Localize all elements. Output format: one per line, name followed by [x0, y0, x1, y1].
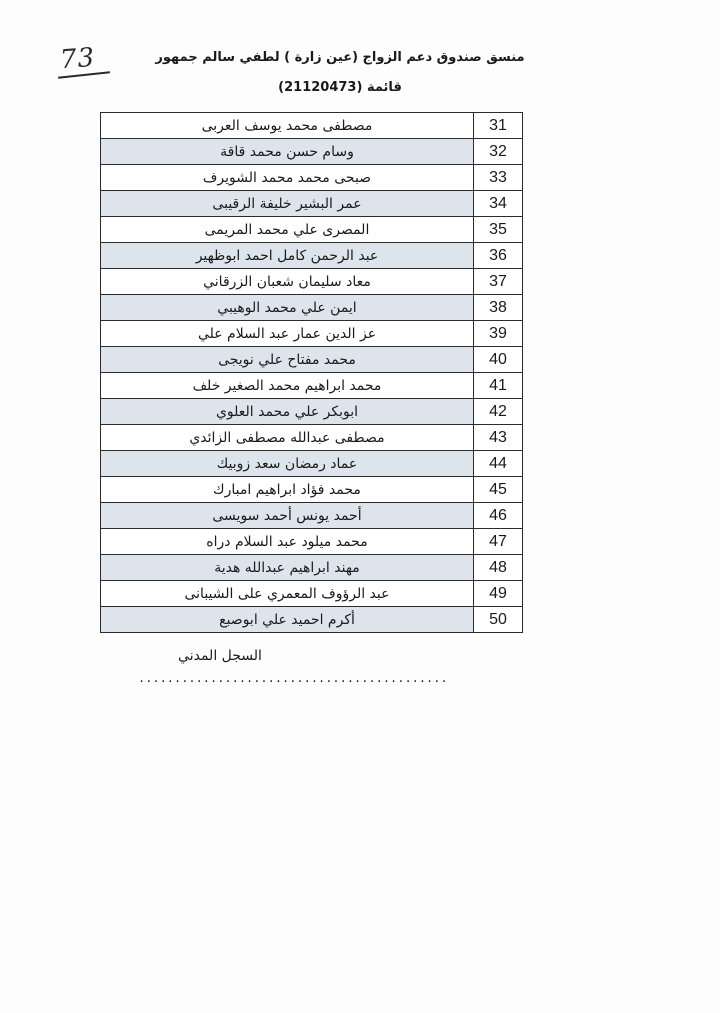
row-number-cell: 33 [474, 165, 523, 191]
person-name-cell: أكرم احميد علي ابوصبع [101, 607, 474, 633]
row-number-cell: 39 [474, 321, 523, 347]
table-row [101, 555, 523, 581]
row-number-cell: 32 [474, 139, 523, 165]
row-number-cell: 48 [474, 555, 523, 581]
person-name-cell: أحمد يونس أحمد سويسى [101, 503, 474, 529]
person-name-cell: صبحى محمد محمد الشويرف [101, 165, 474, 191]
row-number-cell: 50 [474, 607, 523, 633]
person-name-cell: ايمن علي محمد الوهيبي [101, 295, 474, 321]
row-number-cell: 42 [474, 399, 523, 425]
names-table [100, 112, 523, 633]
table-row [101, 165, 523, 191]
row-number-cell: 45 [474, 477, 523, 503]
row-number-cell: 35 [474, 217, 523, 243]
table-row [101, 399, 523, 425]
table-row [101, 243, 523, 269]
signature-dotted-line: ........................................... [138, 672, 448, 686]
table-row [101, 581, 523, 607]
row-number-cell: 36 [474, 243, 523, 269]
person-name-cell: المصرى علي محمد المريمى [101, 217, 474, 243]
person-name-cell: مهند ابراهيم عبدالله هدية [101, 555, 474, 581]
person-name-cell: مصطفى محمد يوسف العربى [101, 113, 474, 139]
table-row [101, 529, 523, 555]
person-name-cell: عز الدين عمار عبد السلام علي [101, 321, 474, 347]
person-name-cell: عماد رمضان سعد زوبيك [101, 451, 474, 477]
row-number-cell: 37 [474, 269, 523, 295]
table-row [101, 191, 523, 217]
person-name-cell: عبد الرحمن كامل احمد ابوظهير [101, 243, 474, 269]
table-row [101, 451, 523, 477]
table-row [101, 113, 523, 139]
row-number-cell: 43 [474, 425, 523, 451]
row-number-cell: 49 [474, 581, 523, 607]
document-title: منسق صندوق دعم الزواج (عين زارة ) لطفي سالم جمهور [155, 50, 525, 65]
table-row [101, 347, 523, 373]
table-row [101, 217, 523, 243]
person-name-cell: محمد ابراهيم محمد الصغير خلف [101, 373, 474, 399]
table-row [101, 269, 523, 295]
table-row [101, 425, 523, 451]
row-number-cell: 44 [474, 451, 523, 477]
table-row [101, 373, 523, 399]
person-name-cell: عبد الرؤوف المعمري على الشيبانى [101, 581, 474, 607]
row-number-cell: 47 [474, 529, 523, 555]
row-number-cell: 38 [474, 295, 523, 321]
table-row [101, 477, 523, 503]
handwritten-page-number: 73 [58, 42, 97, 76]
person-name-cell: وسام حسن محمد قاقة [101, 139, 474, 165]
person-name-cell: مصطفى عبدالله مصطفى الزائدي [101, 425, 474, 451]
table-row [101, 295, 523, 321]
person-name-cell: محمد فؤاد ابراهيم امبارك [101, 477, 474, 503]
list-number: قائمة (21120473) [278, 80, 402, 95]
person-name-cell: معاد سليمان شعبان الزرقاني [101, 269, 474, 295]
table-row [101, 607, 523, 633]
row-number-cell: 46 [474, 503, 523, 529]
row-number-cell: 40 [474, 347, 523, 373]
civil-registry-label: السجل المدني [178, 648, 262, 664]
row-number-cell: 34 [474, 191, 523, 217]
row-number-cell: 31 [474, 113, 523, 139]
names-table-body [101, 113, 523, 633]
person-name-cell: محمد مفتاح علي نويجى [101, 347, 474, 373]
row-number-cell: 41 [474, 373, 523, 399]
person-name-cell: عمر البشير خليفة الرقيبى [101, 191, 474, 217]
person-name-cell: ابوبكر علي محمد العلوي [101, 399, 474, 425]
table-row [101, 139, 523, 165]
table-row [101, 321, 523, 347]
table-row [101, 503, 523, 529]
person-name-cell: محمد ميلود عبد السلام دراه [101, 529, 474, 555]
